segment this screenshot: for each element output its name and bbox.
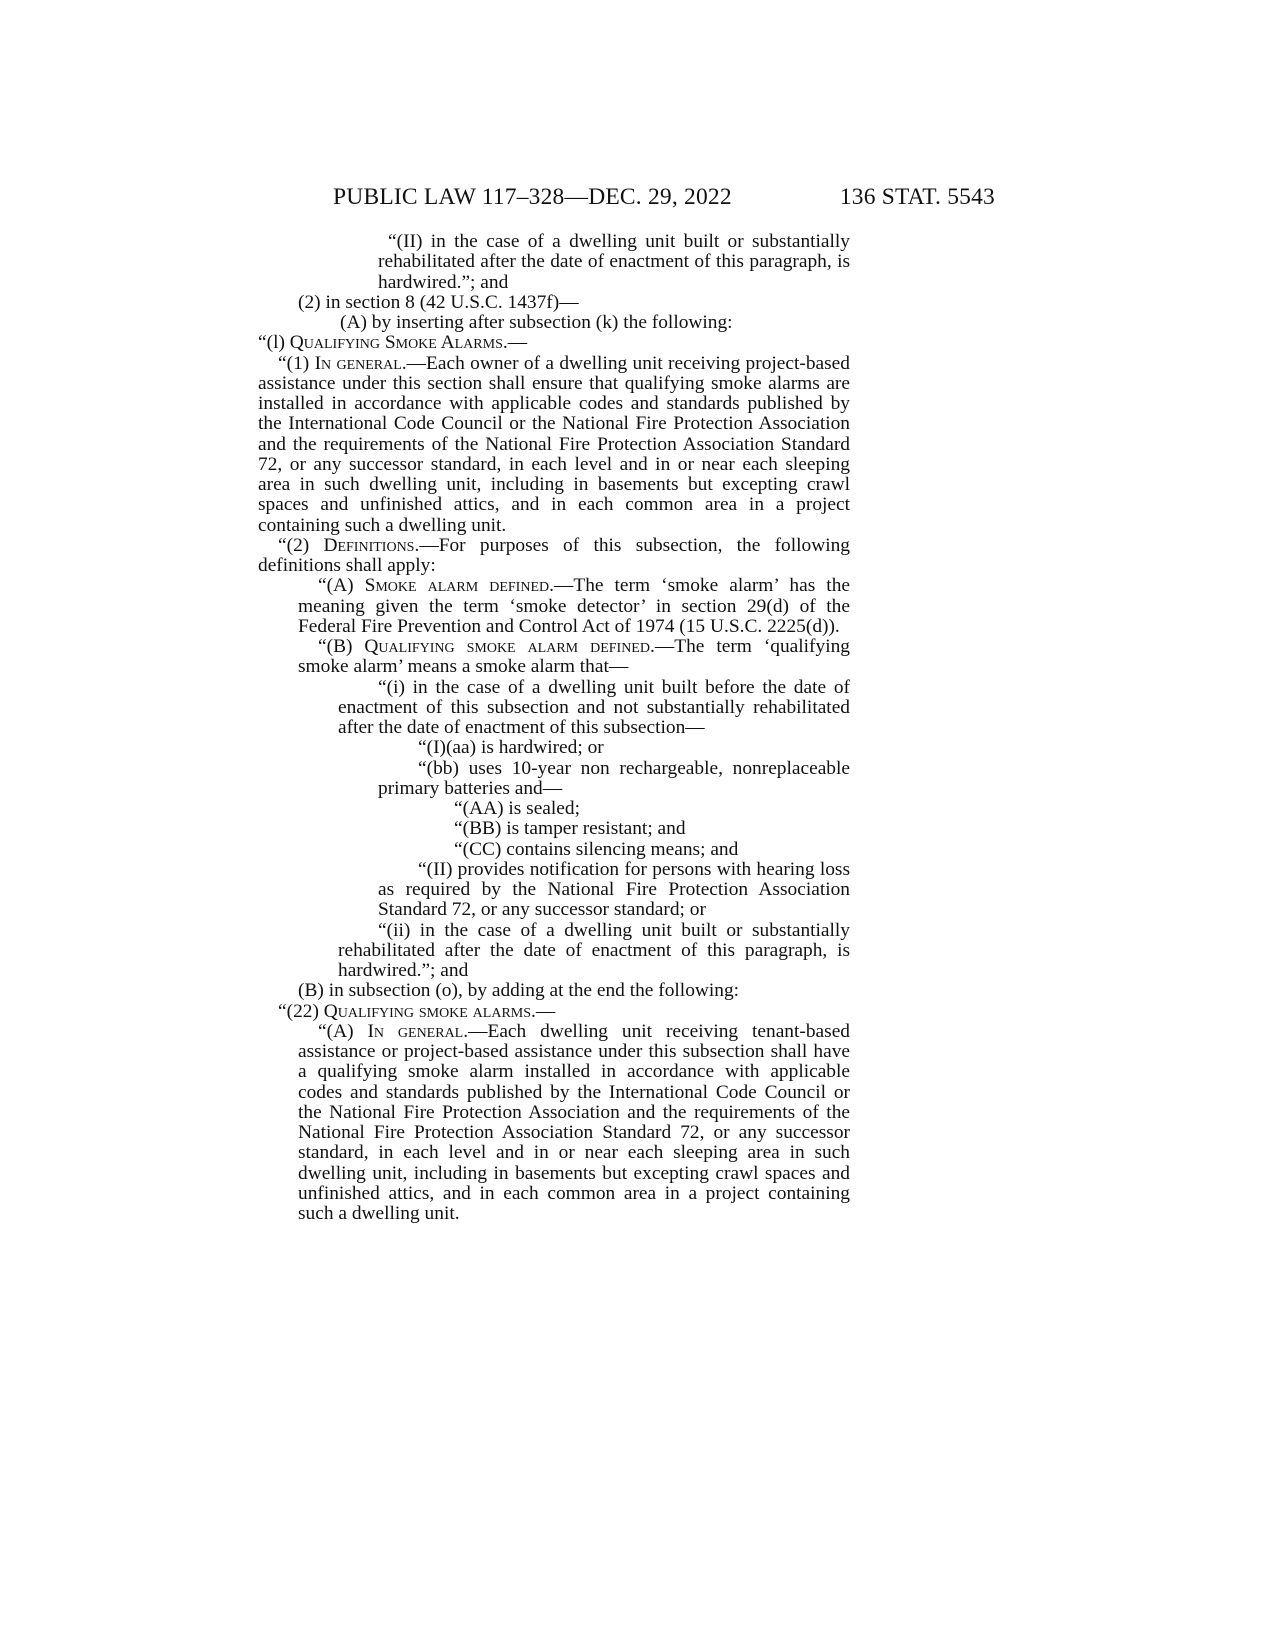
section-heading: In general	[314, 352, 402, 374]
paragraph	[258, 313, 850, 333]
section-heading: Qualifying Smoke Alarms	[289, 332, 503, 354]
paragraph-text: “(II) provides notification for persons with hearing loss as required by the National Fire Protection Association Standard 72, or any successor standard; or	[378, 858, 850, 921]
paragraph-prefix: “(l)	[258, 332, 290, 354]
header-stat-page: 136 STAT. 5543	[839, 184, 995, 210]
paragraph-text: .—The term ‘qualifying smoke alarm’ means a smoke alarm that—	[298, 636, 850, 678]
section-heading: Smoke alarm defined	[364, 575, 550, 597]
paragraph-text: .—	[531, 1000, 556, 1022]
paragraph	[258, 333, 850, 353]
paragraph	[258, 1022, 850, 1225]
paragraph	[258, 637, 850, 678]
section-heading: In general	[367, 1020, 464, 1042]
paragraph-text: “(BB) is tamper resistant; and	[454, 818, 686, 840]
section-heading: Definitions	[323, 534, 415, 556]
paragraph-prefix: “(2)	[278, 534, 324, 556]
section-heading: Qualifying smoke alarms	[323, 1000, 532, 1022]
section-heading: Qualifying smoke alarm defined	[364, 636, 650, 657]
paragraph	[258, 921, 850, 982]
paragraph	[258, 678, 850, 739]
page-header	[333, 184, 995, 218]
paragraph-text: “(CC) contains silencing means; and	[454, 838, 739, 860]
paragraph	[258, 981, 850, 1001]
paragraph-text: “(I)(aa) is hardwired; or	[418, 737, 604, 759]
paragraph	[258, 536, 850, 577]
paragraph	[258, 1002, 850, 1022]
paragraph-text: (A) by inserting after subsection (k) the following:	[340, 312, 733, 333]
paragraph-text: .—Each dwelling unit receiving tenant-based assistance or project-based assistance under this subsection shall have a qualifying smoke alarm installed in accordance with applicable codes and standards published by the International Code Council or the National Fire Protection Association and the requirements of the National Fire Protection Association Standard 72, or any successor standard, in each level and in or near each sleeping area in such dwelling unit, including in basements but excepting crawl spaces and unfinished attics, and in each common area in a project containing such a dwelling unit.	[298, 1020, 850, 1224]
paragraph	[258, 819, 850, 839]
paragraph-text: .—	[502, 332, 528, 354]
paragraph	[258, 232, 850, 293]
paragraph-text: “(AA) is sealed;	[454, 798, 580, 819]
paragraph-prefix: “(A)	[318, 575, 365, 597]
paragraph	[258, 293, 850, 313]
paragraph	[258, 576, 850, 637]
paragraph-text: “(ii) in the case of a dwelling unit built or substantially rehabilitated after the date of enactment of this paragraph, is hardwired.”; and	[338, 919, 850, 981]
paragraph-text: .—For purposes of this subsection, the following definitions shall apply:	[258, 534, 850, 576]
paragraph-text: “(i) in the case of a dwelling unit built before the date of enactment of this subsection and not substantially rehabilitated after the date of enactment of this subsection—	[338, 676, 850, 738]
paragraph	[258, 840, 850, 860]
paragraph	[258, 860, 850, 921]
header-title: PUBLIC LAW 117–328—DEC. 29, 2022	[333, 184, 732, 210]
paragraph-prefix: “(A)	[318, 1020, 368, 1042]
paragraph-prefix: “(22)	[278, 1000, 324, 1022]
document-body	[258, 232, 850, 1224]
paragraph-text: .—The term ‘smoke alarm’ has the meaning given the term ‘smoke detector’ in section 29(d) of the Federal Fire Prevention and Control Act of 1974 (15 U.S.C. 2225(d)).	[298, 575, 851, 637]
paragraph-text: “(bb) uses 10-year non rechargeable, nonreplaceable primary batteries and—	[378, 757, 850, 799]
paragraph-text: “(II) in the case of a dwelling unit built or substantially rehabilitated after the date of enactment of this paragraph, is hardwired.”; and	[378, 231, 850, 293]
paragraph-text: (2) in section 8 (42 U.S.C. 1437f)—	[298, 291, 579, 313]
paragraph-prefix: “(B)	[318, 636, 365, 657]
paragraph-prefix: “(1)	[278, 352, 315, 374]
paragraph	[258, 759, 850, 800]
paragraph	[258, 354, 850, 536]
paragraph-text: (B) in subsection (o), by adding at the end the following:	[298, 980, 740, 1002]
paragraph	[258, 799, 850, 819]
paragraph-text: .—Each owner of a dwelling unit receiving project-based assistance under this section shall ensure that qualifying smoke alarms are installed in accordance with applicable codes and standards published by the International Code Council or the National Fire Protection Association and the requirements of the National Fire Protection Association Standard 72, or any successor standard, in each level and in or near each sleeping area in such dwelling unit, including in basements but excepting crawl spaces and unfinished attics, and in each common area in a project containing such a dwelling unit.	[258, 352, 850, 536]
paragraph	[258, 738, 850, 758]
